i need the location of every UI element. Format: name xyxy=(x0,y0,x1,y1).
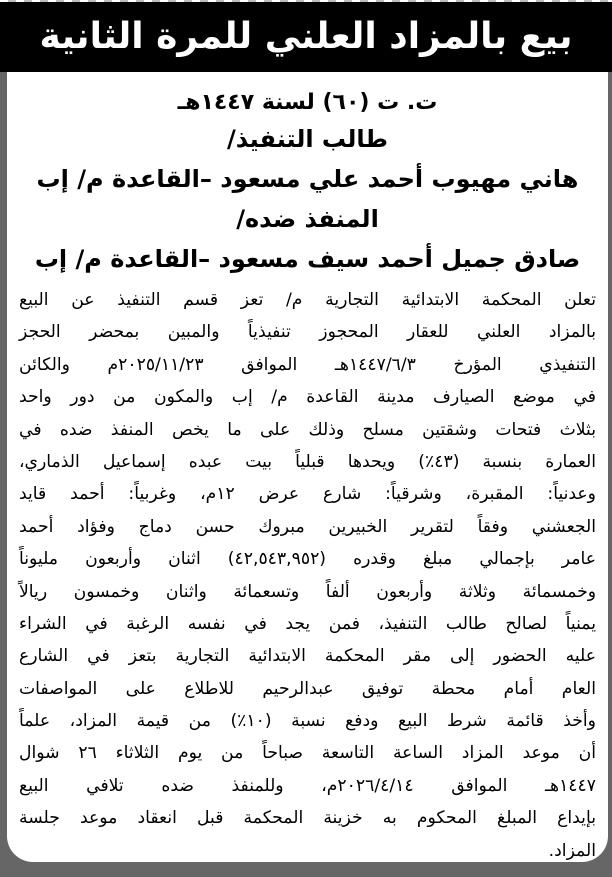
body-line: تعلن المحكمة الابتدائية التجارية م/ تعز قسم التنفيذ عن البيع xyxy=(19,290,596,310)
defendant-label: المنفذ ضده/ xyxy=(236,205,379,233)
body-line: بإيداع المبلغ المحكوم به خزينة المحكمة قبل انعقاد موعد جلسة xyxy=(19,808,596,829)
body-line: التنفيذي المؤرخ ١٤٤٧/٦/٣هـ الموافق ٢٠٢٥/١١/٢٣م والكائن xyxy=(19,354,597,375)
claimant-label: طالب التنفيذ/ xyxy=(227,125,388,153)
body-line: يمنياً لصالح طالب التنفيذ، فمن يجد في نفسه الرغبة في الشراء xyxy=(19,613,596,634)
body-line: العمارة بنسبة (٤٣٪) ويحدها قبلياً بيت عبده إسماعيل الذماري، xyxy=(19,451,596,472)
body-line: المزاد. xyxy=(548,840,596,861)
header-band xyxy=(0,2,612,72)
notice-body xyxy=(7,280,608,867)
body-line: بالمزاد العلني للعقار المحجوز تنفيذياً والمبين بمحضر الحجز xyxy=(19,322,596,343)
body-line: أن موعد المزاد الساعة التاسعة صباحاً من يوم الثلاثاء ٢٦ شوال xyxy=(19,743,596,764)
notice-content xyxy=(7,72,608,867)
body-line: ١٤٤٧هـ الموافق ٢٠٢٦/٤/١٤م، وللمنفذ ضده تلافي البيع xyxy=(19,775,597,796)
body-line: في موضع الصيارف مدينة القاعدة م/ إب والمكون من دور واحد xyxy=(19,387,596,408)
body-line: عامر بإجمالي مبلغ وقدره (٤٢,٥٤٣,٩٥٢) اثنان وأربعون مليوناً xyxy=(19,549,596,570)
notice-title: بيع بالمزاد العلني للمرة الثانية xyxy=(39,16,573,57)
body-line: وأخذ قائمة شرط البيع ودفع نسبة (١٠٪) من قيمة المزاد، علماً xyxy=(19,711,596,732)
body-line: الجعشني وفقاً لتقرير الخبيرين مبروك حسن دماج وفؤاد أحمد xyxy=(19,516,596,537)
body-line: عليه الحضور إلى مقر المحكمة الابتدائية التجارية بتعز في الشارع xyxy=(19,646,596,667)
body-line: العام أمام محطة توفيق عبدالرحيم للاطلاع على المواصفات xyxy=(19,678,596,699)
body-line: وعدنياً: المقبرة، وشرقياً: شارع عرض ١٢م، وغربياً: أحمد قايد xyxy=(19,484,596,505)
body-line: وخمسمائة وثلاثة وأربعون ألفاً وتسعمائة واثنان وخمسون ريالاً xyxy=(19,581,596,602)
defendant-name: صادق جميل أحمد سيف مسعود –القاعدة م/ إب xyxy=(34,245,581,273)
body-line: بثلاث فتحات وشقتين مسلح وذلك على ما يخص المنفذ ضده في xyxy=(19,419,596,440)
claimant-name: هاني مهيوب أحمد علي مسعود –القاعدة م/ إب xyxy=(36,165,579,193)
case-number: ت. ت (٦٠) لسنة ١٤٤٧هـ xyxy=(177,90,438,115)
